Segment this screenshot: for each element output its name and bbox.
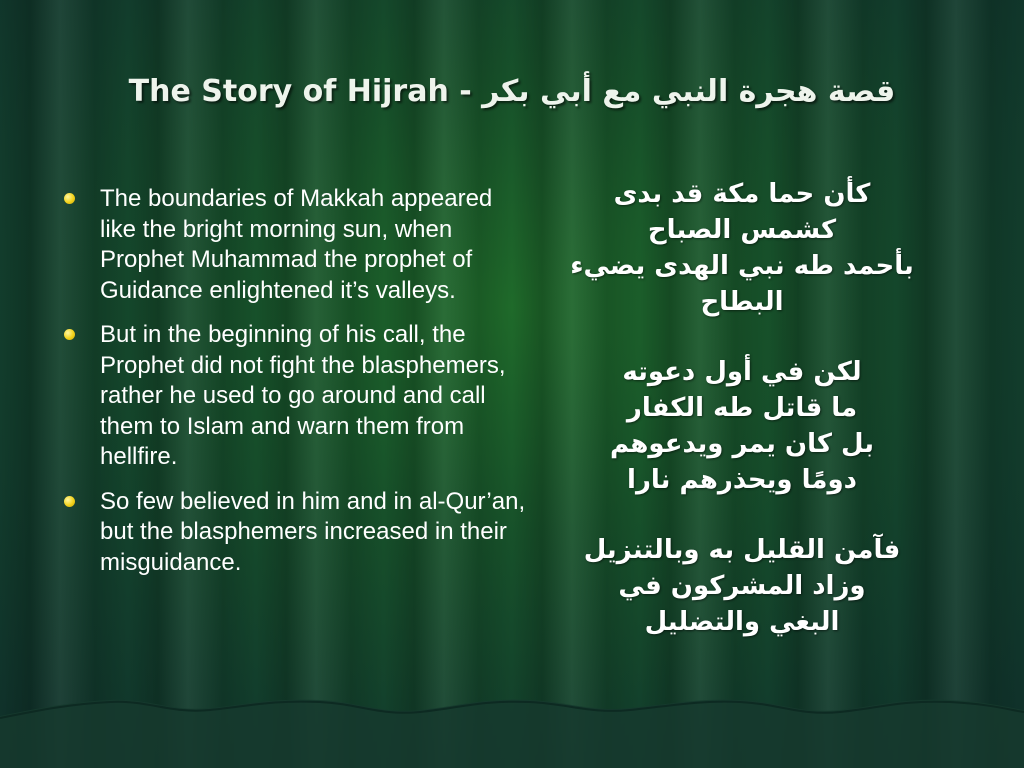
bullet-dot-icon <box>64 329 75 340</box>
arabic-line: بأحمد طه نبي الهدى يضيء <box>570 251 914 281</box>
bullet-text: But in the beginning of his call, the Prophet did not fight the blasphemers, rather he used to go around and call them to Islam and warn them from hellfire. <box>100 321 506 470</box>
arabic-line: فآمن القليل به وبالتنزيل <box>583 535 901 565</box>
arabic-line: البغي والتضليل <box>644 607 840 637</box>
bullet-dot-icon <box>64 193 75 204</box>
slide-title: The Story of Hijrah - قصة هجرة النبي مع أبي بكر <box>128 74 896 109</box>
curtain-hem-decoration <box>0 678 1024 768</box>
arabic-line: كشمس الصباح <box>647 215 837 245</box>
arabic-line: لكن في أول دعوته <box>622 357 862 387</box>
arabic-line: وزاد المشركون في <box>618 571 866 601</box>
arabic-stanza <box>532 532 952 640</box>
arabic-line: البطاح <box>700 287 784 317</box>
arabic-stanza <box>532 354 952 498</box>
bullet-item <box>64 320 526 473</box>
arabic-line: دومًا ويحذرهم نارا <box>627 465 857 495</box>
arabic-line: ما قاتل طه الكفار <box>626 393 858 423</box>
bullet-text: So few believed in him and in al-Qur’an, but the blasphemers increased in their misguidance. <box>100 487 526 576</box>
bullet-dot-icon <box>64 496 75 507</box>
arabic-line: بل كان يمر ويدعوهم <box>610 429 874 459</box>
bullet-item <box>64 487 526 579</box>
arabic-stanza <box>532 176 952 320</box>
bullet-item <box>64 184 526 306</box>
arabic-line: كأن حما مكة قد بدى <box>613 179 871 209</box>
bullet-text: The boundaries of Makkah appeared like the bright morning sun, when Prophet Muhammad the prophet of Guidance enlightened it’s valleys. <box>100 185 493 304</box>
arabic-poem <box>532 176 952 674</box>
english-bullet-list <box>64 184 526 592</box>
